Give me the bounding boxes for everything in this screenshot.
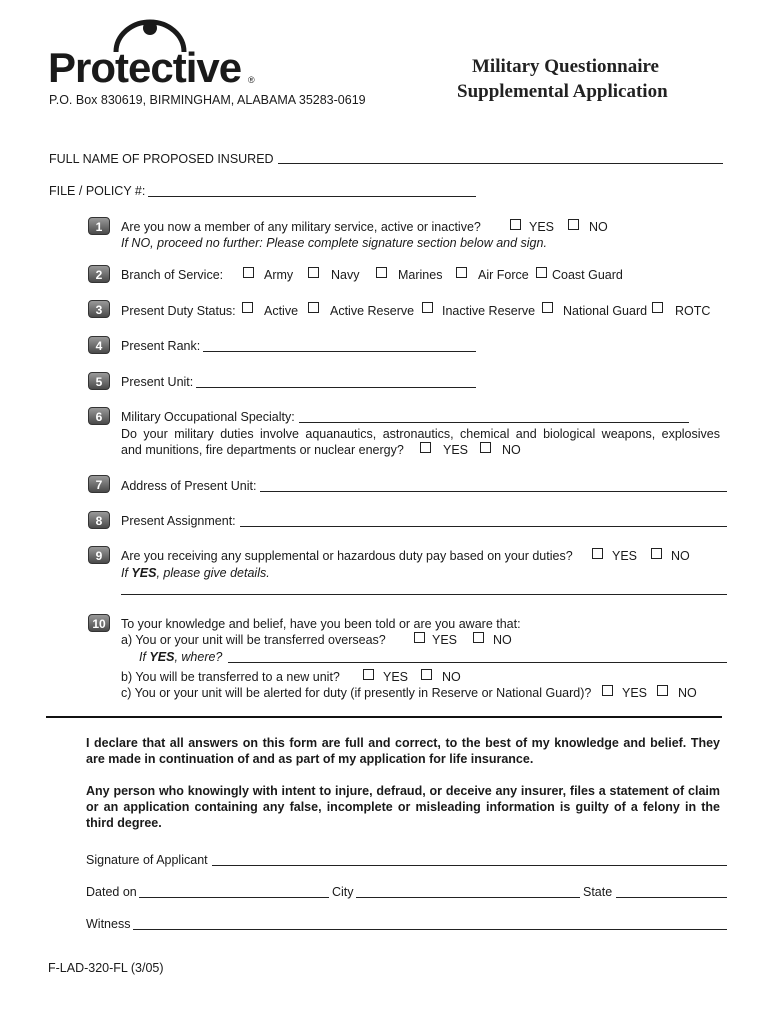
q10a-no-label: NO — [493, 633, 512, 647]
q2-airforce-checkbox[interactable] — [456, 267, 467, 278]
q10b-no-checkbox[interactable] — [421, 669, 432, 680]
q6-yes-checkbox[interactable] — [420, 442, 431, 453]
q8-label: Present Assignment: — [121, 514, 236, 528]
q9-no-label: NO — [671, 549, 690, 563]
q9-note-prefix: If — [121, 566, 132, 580]
q10b-no-label: NO — [442, 670, 461, 684]
present-unit-field[interactable] — [196, 387, 476, 388]
q2-label: Branch of Service: — [121, 268, 224, 282]
q3-option-rotc: ROTC — [675, 304, 711, 318]
q6-no-checkbox[interactable] — [480, 442, 491, 453]
file-policy-label: FILE / POLICY #: — [49, 184, 146, 198]
file-policy-field[interactable] — [148, 196, 476, 197]
question-number-5: 5 — [88, 372, 110, 390]
company-logo: Protective — [48, 44, 242, 91]
occupational-specialty-field[interactable] — [299, 422, 689, 423]
q10b-text: b) You will be transferred to a new unit? — [121, 670, 340, 684]
q3-option-active: Active — [264, 304, 299, 318]
city-field[interactable] — [356, 897, 580, 898]
q3-active-checkbox[interactable] — [242, 302, 253, 313]
question-number-2: 2 — [88, 265, 110, 283]
fraud-warning-paragraph: Any person who knowingly with intent to injure, defraud, or deceive any insurer, files a statement of claim or an application containing any false, incomplete or misleading information is guilty of a felony in the third degree. — [86, 784, 720, 830]
state-label: State — [583, 885, 613, 899]
q9-text: Are you receiving any supplemental or hazardous duty pay based on your duties? — [121, 549, 573, 563]
form-code: F-LAD-320-FL (3/05) — [48, 961, 164, 975]
q9-note — [121, 566, 270, 580]
question-number-4: 4 — [88, 336, 110, 354]
q6-line3: and munitions, fire departments or nuclear energy? — [121, 443, 404, 457]
q3-label: Present Duty Status: — [121, 304, 236, 318]
q3-nationalguard-checkbox[interactable] — [542, 302, 553, 313]
question-number-10: 10 — [88, 614, 110, 632]
q6-yes-label: YES — [443, 443, 469, 457]
q10a-where — [139, 650, 222, 664]
q2-option-coastguard: Coast Guard — [552, 268, 623, 282]
question-number-6: 6 — [88, 407, 110, 425]
q6-line2: Do your military duties involve aquanautics, astronautics, chemical and biological weapons, explosives — [121, 427, 720, 441]
q9-yes-label: YES — [612, 549, 638, 563]
q2-option-airforce: Air Force — [478, 268, 529, 282]
q10a-no-checkbox[interactable] — [473, 632, 484, 643]
q1-text: Are you now a member of any military service, active or inactive? — [121, 220, 481, 234]
declaration-paragraph: I declare that all answers on this form are full and correct, to the best of my knowledge and belief. They are made in continuation of and as part of my application for life insurance. — [86, 736, 720, 766]
q1-note: If NO, proceed no further: Please complete signature section below and sign. — [121, 236, 547, 250]
duty-pay-details-field[interactable] — [121, 594, 727, 595]
question-number-9: 9 — [88, 546, 110, 564]
q10c-yes-checkbox[interactable] — [602, 685, 613, 696]
q2-option-navy: Navy — [331, 268, 360, 282]
q1-yes-label: YES — [529, 220, 555, 234]
q3-rotc-checkbox[interactable] — [652, 302, 663, 313]
question-number-7: 7 — [88, 475, 110, 493]
q9-note-suffix: , please give details. — [156, 566, 270, 580]
q10a-yes-label: YES — [432, 633, 458, 647]
section-divider — [46, 716, 722, 718]
state-field[interactable] — [616, 897, 727, 898]
registered-mark: ® — [248, 75, 255, 85]
q10b-yes-label: YES — [383, 670, 409, 684]
witness-field[interactable] — [133, 929, 727, 930]
q2-option-army: Army — [264, 268, 294, 282]
q10c-no-checkbox[interactable] — [657, 685, 668, 696]
q2-option-marines: Marines — [398, 268, 443, 282]
q10a-where-prefix: If — [139, 650, 150, 664]
q10-text: To your knowledge and belief, have you been told or are you aware that: — [121, 617, 521, 631]
q4-label: Present Rank: — [121, 339, 201, 353]
q10c-no-label: NO — [678, 686, 697, 700]
dated-on-field[interactable] — [139, 897, 329, 898]
q6-label: Military Occupational Specialty: — [121, 410, 295, 424]
full-name-field[interactable] — [278, 163, 723, 164]
q10a-where-yes: YES — [149, 650, 175, 664]
q3-inactivereserve-checkbox[interactable] — [422, 302, 433, 313]
q2-marines-checkbox[interactable] — [376, 267, 387, 278]
overseas-location-field[interactable] — [228, 662, 727, 663]
unit-address-field[interactable] — [260, 491, 727, 492]
q1-no-label: NO — [589, 220, 608, 234]
q7-label: Address of Present Unit: — [121, 479, 257, 493]
form-title-line1: Military Questionnaire — [472, 56, 659, 77]
q3-option-inactivereserve: Inactive Reserve — [442, 304, 536, 318]
q1-no-checkbox[interactable] — [568, 219, 579, 230]
witness-label: Witness — [86, 917, 131, 931]
dated-on-label: Dated on — [86, 885, 137, 899]
q3-activereserve-checkbox[interactable] — [308, 302, 319, 313]
signature-applicant-label: Signature of Applicant — [86, 853, 208, 867]
city-label: City — [332, 885, 354, 899]
company-address: P.O. Box 830619, BIRMINGHAM, ALABAMA 35283-0619 — [49, 93, 366, 107]
q5-label: Present Unit: — [121, 375, 194, 389]
q10a-where-suffix: , where? — [174, 650, 223, 664]
form-title-line2: Supplemental Application — [457, 81, 668, 102]
q3-option-nationalguard: National Guard — [563, 304, 648, 318]
question-number-1: 1 — [88, 217, 110, 235]
q2-navy-checkbox[interactable] — [308, 267, 319, 278]
full-name-label: FULL NAME OF PROPOSED INSURED — [49, 152, 274, 166]
q2-coastguard-checkbox[interactable] — [536, 267, 547, 278]
q6-no-label: NO — [502, 443, 521, 457]
q9-yes-checkbox[interactable] — [592, 548, 603, 559]
q10c-text: c) You or your unit will be alerted for duty (if presently in Reserve or National Guard)? — [121, 686, 592, 700]
question-number-8: 8 — [88, 511, 110, 529]
q10c-yes-label: YES — [622, 686, 648, 700]
signature-applicant-field[interactable] — [212, 865, 727, 866]
present-assignment-field[interactable] — [240, 526, 727, 527]
q10b-yes-checkbox[interactable] — [363, 669, 374, 680]
question-number-3: 3 — [88, 300, 110, 318]
present-rank-field[interactable] — [203, 351, 476, 352]
q9-no-checkbox[interactable] — [651, 548, 662, 559]
q3-option-activereserve: Active Reserve — [330, 304, 415, 318]
q9-note-yes: YES — [131, 566, 157, 580]
q10a-yes-checkbox[interactable] — [414, 632, 425, 643]
q10a-text: a) You or your unit will be transferred overseas? — [121, 633, 386, 647]
q2-army-checkbox[interactable] — [243, 267, 254, 278]
q1-yes-checkbox[interactable] — [510, 219, 521, 230]
